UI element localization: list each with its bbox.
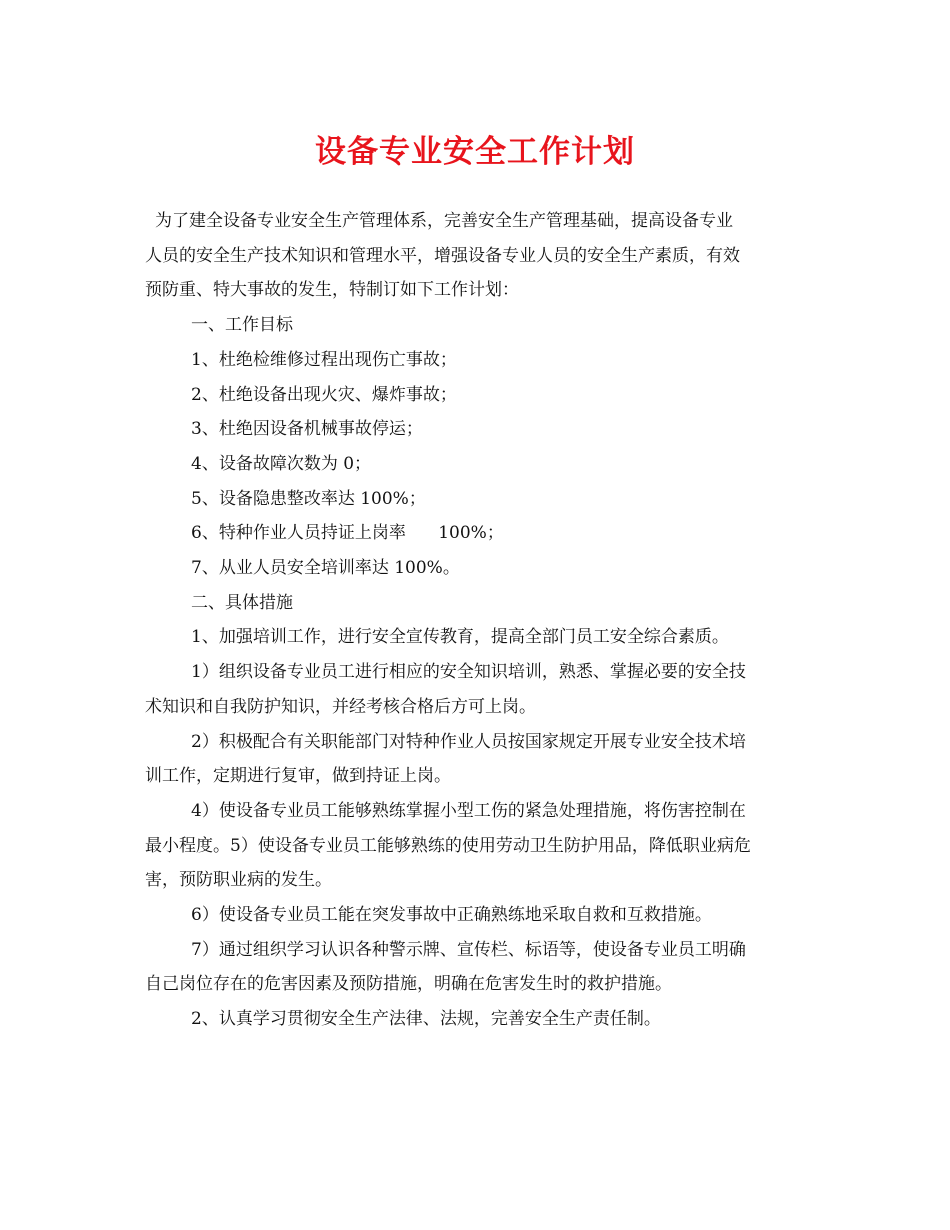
text-line: 6、特种作业人员持证上岗率 100%； — [191, 523, 504, 544]
text-line: 3、杜绝因设备机械事故停运； — [191, 419, 423, 440]
text-line: 1、杜绝检维修过程出现伤亡事故； — [191, 349, 457, 370]
text-line: 7、从业人员安全培训率达 100%。 — [191, 558, 460, 579]
text-line: 7）通过组织学习认识各种警示牌、宣传栏、标语等，使设备专业员工明确 — [191, 939, 746, 960]
text-line: 一、工作目标 — [191, 315, 293, 336]
text-line: 1、加强培训工作，进行安全宣传教育，提高全部门员工安全综合素质。 — [191, 627, 729, 648]
text-line: 术知识和自我防护知识，并经考核合格后方可上岗。 — [145, 696, 536, 717]
text-line: 自己岗位存在的危害因素及预防措施，明确在危害发生时的救护措施。 — [145, 974, 672, 995]
text-line: 2、杜绝设备出现火灾、爆炸事故； — [191, 384, 457, 405]
text-line: 二、具体措施 — [191, 592, 293, 613]
document-title: 设备专业安全工作计划 — [315, 134, 635, 170]
text-line: 4）使设备专业员工能够熟练掌握小型工伤的紧急处理措施，将伤害控制在 — [191, 800, 746, 821]
text-line: 最小程度。5）使设备专业员工能够熟练的使用劳动卫生防护用品，降低职业病危 — [145, 835, 751, 856]
text-line: 训工作，定期进行复审，做到持证上岗。 — [145, 766, 451, 787]
text-line: 6）使设备专业员工能在突发事故中正确熟练地采取自救和互救措施。 — [191, 905, 712, 926]
text-line: 害，预防职业病的发生。 — [145, 870, 332, 891]
text-line: 2）积极配合有关职能部门对特种作业人员按国家规定开展专业安全技术培 — [191, 731, 746, 752]
text-line: 1）组织设备专业员工进行相应的安全知识培训，熟悉、掌握必要的安全技 — [191, 662, 746, 683]
text-line: 预防重、特大事故的发生，特制订如下工作计划： — [145, 280, 519, 301]
text-line: 5、设备隐患整改率达 100%； — [191, 488, 426, 509]
document-body — [145, 204, 810, 1037]
text-line: 人员的安全生产技术知识和管理水平，增强设备专业人员的安全生产素质，有效 — [145, 245, 740, 266]
text-line: 为了建全设备专业安全生产管理体系，完善安全生产管理基础，提高设备专业 — [155, 211, 733, 231]
text-line: 2、认真学习贯彻安全生产法律、法规，完善安全生产责任制。 — [191, 1009, 661, 1030]
text-line: 4、设备故障次数为 0； — [191, 453, 372, 474]
